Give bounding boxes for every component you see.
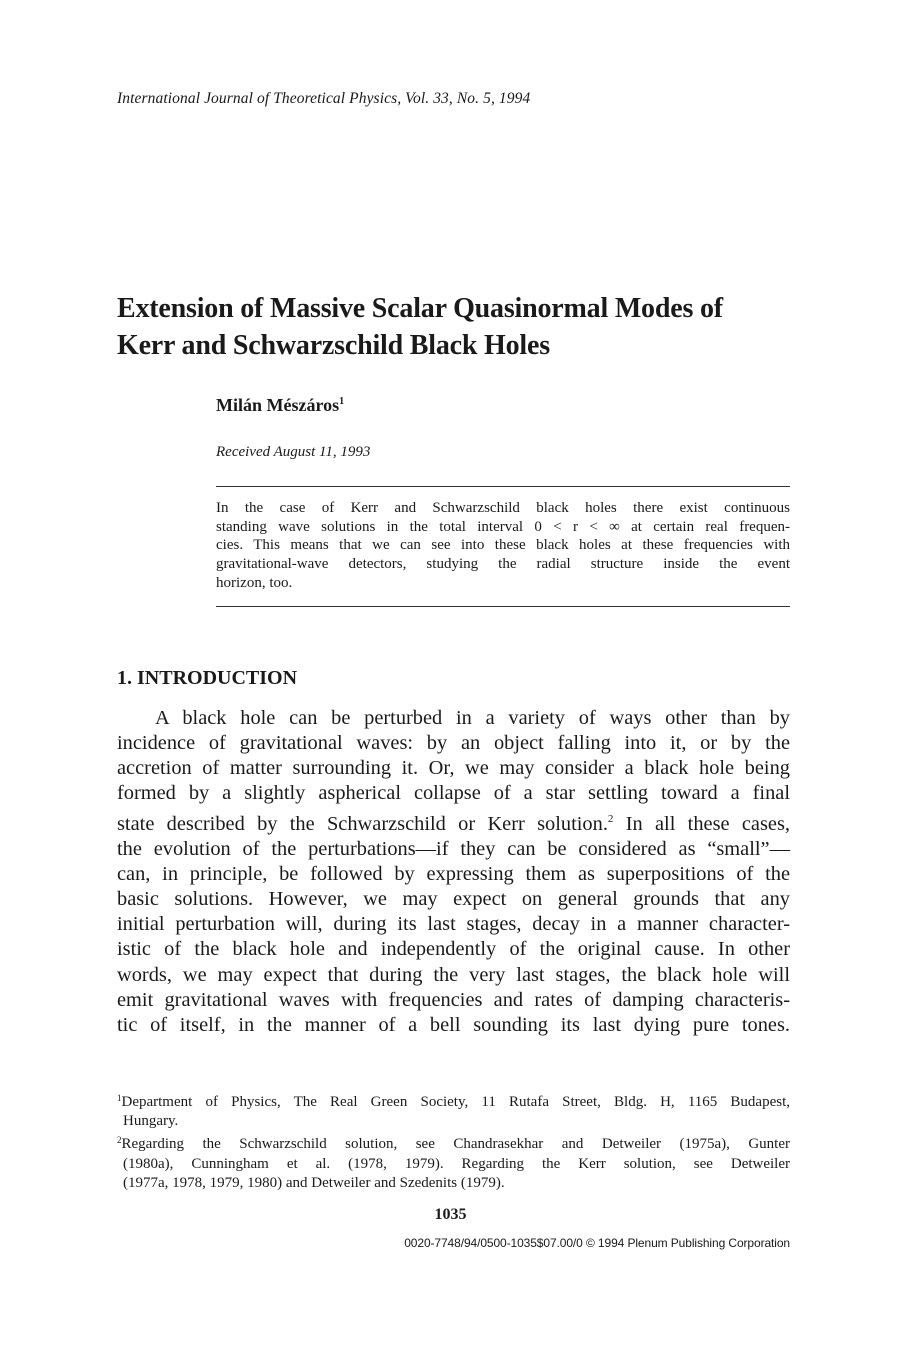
abstract-line: standing wave solutions in the total interval 0 < r < ∞ at certain real frequen- xyxy=(216,518,790,535)
author-name xyxy=(216,395,344,416)
title-line: Extension of Massive Scalar Quasinormal Modes of xyxy=(117,293,723,324)
body-line: istic of the black hole and independently of the original cause. In other xyxy=(117,938,790,961)
footnote-line: (1980a), Cunningham et al. (1978, 1979). Regarding the Kerr solution, see Detweiler xyxy=(123,1155,790,1172)
body-line: accretion of matter surrounding it. Or, we may consider a black hole being xyxy=(117,757,790,780)
footnote-text: Regarding the Schwarzschild solution, see Chandrasekhar and Detweiler (1975a), Gunter xyxy=(121,1136,790,1153)
body-line: formed by a slightly aspherical collapse of a star settling toward a final xyxy=(117,782,790,805)
section-heading: 1. INTRODUCTION xyxy=(117,667,298,689)
abstract-line: In the case of Kerr and Schwarzschild black holes there exist continuous xyxy=(216,500,790,516)
footnote-line xyxy=(117,1131,790,1154)
footnote-ref-mark: 2 xyxy=(607,812,614,825)
body-line: initial perturbation will, during its last stages, decay in a manner character- xyxy=(117,913,790,936)
body-line: tic of itself, in the manner of a bell sounding its last dying pure tones. xyxy=(117,1013,790,1036)
author-footnote-mark: 1 xyxy=(339,396,345,407)
paper-title xyxy=(117,290,817,364)
abstract-line: horizon, too. xyxy=(216,574,293,591)
page-number: 1035 xyxy=(434,1206,467,1223)
body-line: emit gravitational waves with frequencies and rates of damping characteris- xyxy=(117,988,790,1011)
footnote-mark: 1 xyxy=(117,1093,122,1103)
body-line: words, we may expect that during the very last stages, the black hole will xyxy=(117,963,790,986)
author-name-text: Milán Mészáros xyxy=(216,395,340,415)
received-date: Received August 11, 1993 xyxy=(216,444,371,460)
body-line xyxy=(117,807,790,837)
abstract-top-rule xyxy=(216,486,790,487)
body-line: A black hole can be perturbed in a variety of ways other than by xyxy=(155,707,790,729)
abstract-line: cies. This means that we can see into these black holes at these frequencies with xyxy=(216,537,790,554)
body-line-part: state described by the Schwarzschild or Kerr solution. xyxy=(117,812,608,835)
footnote-mark: 2 xyxy=(117,1135,122,1146)
footnote-text: Department of Physics, The Real Green Society, 11 Rutafa Street, Bldg. H, 1165 Budapest, xyxy=(121,1094,790,1110)
body-line-part: In all these cases, xyxy=(625,812,790,835)
body-line: incidence of gravitational waves: by an object falling into it, or by the xyxy=(117,732,790,755)
footnote-line: Hungary. xyxy=(123,1113,179,1130)
footnote-line xyxy=(117,1089,790,1112)
journal-header: International Journal of Theoretical Physics, Vol. 33, No. 5, 1994 xyxy=(117,90,531,107)
abstract-bottom-rule xyxy=(216,606,790,607)
body-line: the evolution of the perturbations—if they can be considered as “small”— xyxy=(117,837,790,860)
title-line: Kerr and Schwarzschild Black Holes xyxy=(117,330,550,361)
footnote-line: (1977a, 1978, 1979, 1980) and Detweiler and Szedenits (1979). xyxy=(123,1174,505,1191)
abstract xyxy=(216,499,790,593)
abstract-line: gravitational-wave detectors, studying the radial structure inside the event xyxy=(216,556,790,573)
copyright-line: 0020-7748/94/0500-1035$07.00/0 © 1994 Plenum Publishing Corporation xyxy=(404,1236,790,1250)
body-line: can, in principle, be followed by expressing them as superpositions of the xyxy=(117,862,790,885)
footnotes xyxy=(117,1089,790,1193)
body-text xyxy=(117,706,790,1038)
body-line: basic solutions. However, we may expect on general grounds that any xyxy=(117,888,790,911)
